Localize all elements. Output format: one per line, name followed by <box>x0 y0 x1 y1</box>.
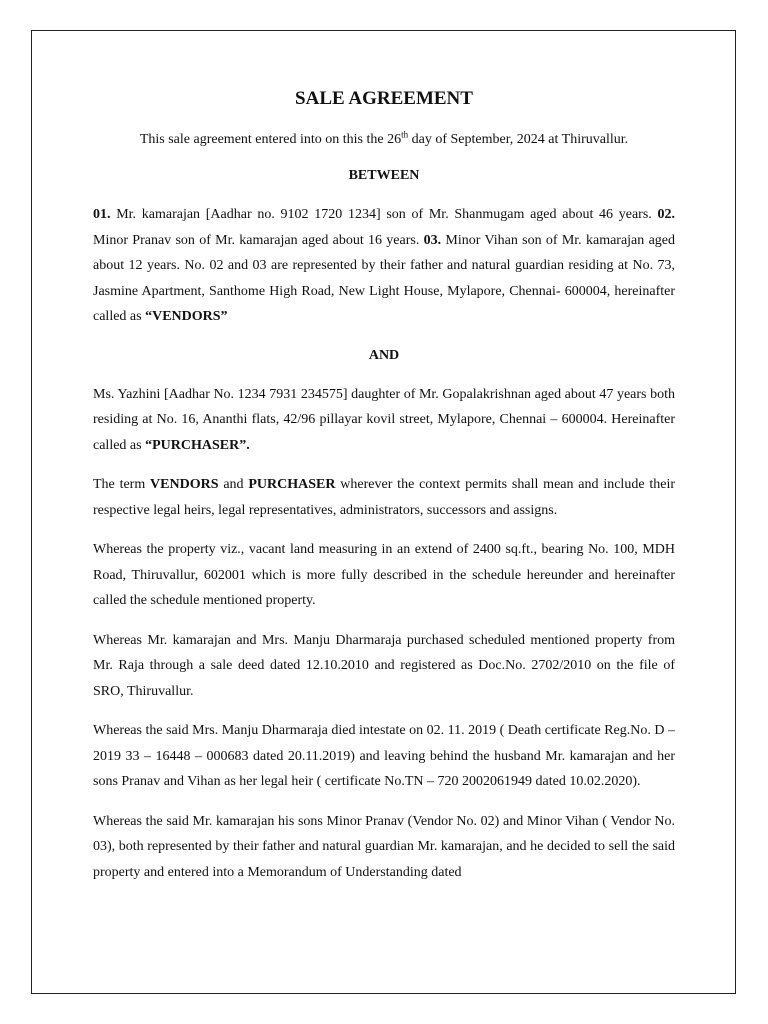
death-paragraph: Whereas the said Mrs. Manju Dharmaraja died intestate on 02. 11. 2019 ( Death certificate Reg.No. D – 2019 33 – 16448 – 000683 dated 20.11.2019) and leaving behind the husband Mr. kamarajan and her sons Pranav and Vihan as her legal heir ( certificate No.TN – 720 2002061949 dated 10.02.2020). <box>93 723 675 789</box>
intro-text-end: day of September, 2024 at Thiruvallur. <box>408 132 629 147</box>
term-text-2: and <box>218 477 249 492</box>
party-number-1: 01. <box>93 207 111 222</box>
party-1-text: Mr. kamarajan [Aadhar no. 9102 1720 1234] son of Mr. Shanmugam aged about 46 years. <box>110 207 658 222</box>
property-paragraph: Whereas the property viz., vacant land measuring in an extend of 2400 sq.ft., bearing No. 100, MDH Road, Thiruvallur, 602001 which is more fully described in the schedule hereunder and hereinafter called the schedule mentioned property. <box>93 542 675 608</box>
term-purchaser: PURCHASER <box>248 477 336 492</box>
intro-line <box>93 130 675 150</box>
and-heading: AND <box>368 347 400 363</box>
term-text-3: wherever the context permits shall mean and include their respective legal heirs, legal representatives, administrators, successors and assigns. <box>93 477 676 518</box>
term-vendors: VENDORS <box>150 477 219 492</box>
between-heading: BETWEEN <box>348 168 420 183</box>
party-2-text: Minor Pranav son of Mr. kamarajan aged about 16 years. <box>93 232 424 248</box>
term-text-1: The term <box>93 477 151 492</box>
intro-text-start: This sale agreement entered into on this the 26 <box>139 132 402 147</box>
party-number-3: 03. <box>423 232 442 248</box>
party-3-text: Minor Vihan son of Mr. kamarajan aged about 12 years. No. 02 and 03 are represented by their father and natural guardian residing at No. 73, Jasmine Apartment, Santhome High Road, New Light House, Mylapore, Chennai- 600004, hereinafter called as <box>93 232 675 324</box>
purchaser-text: Ms. Yazhini [Aadhar No. 1234 7931 234575] daughter of Mr. Gopalakrishnan aged about 47 years both residing at No. 16, Ananthi flats, 42/96 pillayar kovil street, Mylapore, Chennai – 600004. Hereinafter called as <box>93 386 675 453</box>
sale-decision-paragraph: Whereas the said Mr. kamarajan his sons Minor Pranav (Vendor No. 02) and Minor Vihan ( Vendor No. 03), both represented by their father and natural guardian Mr. kamarajan, and he decided to sell the said property and entered into a Memorandum of Understanding dated <box>93 813 675 880</box>
term-paragraph <box>93 472 675 523</box>
intro-superscript: th <box>401 129 409 140</box>
purchase-history-paragraph: Whereas Mr. kamarajan and Mrs. Manju Dharmaraja purchased scheduled mentioned property from Mr. Raja through a sale deed dated 12.10.2010 and registered as Doc.No. 2702/2010 on the file of SRO, Thiruvallur. <box>93 632 675 699</box>
purchaser-paragraph <box>93 382 675 459</box>
vendors-paragraph <box>93 202 675 330</box>
purchaser-label: “PURCHASER”. <box>145 437 250 453</box>
party-number-2: 02. <box>657 207 675 222</box>
vendors-label: “VENDORS” <box>145 309 228 324</box>
document-title: SALE AGREEMENT <box>295 88 473 109</box>
document-body <box>93 86 675 885</box>
